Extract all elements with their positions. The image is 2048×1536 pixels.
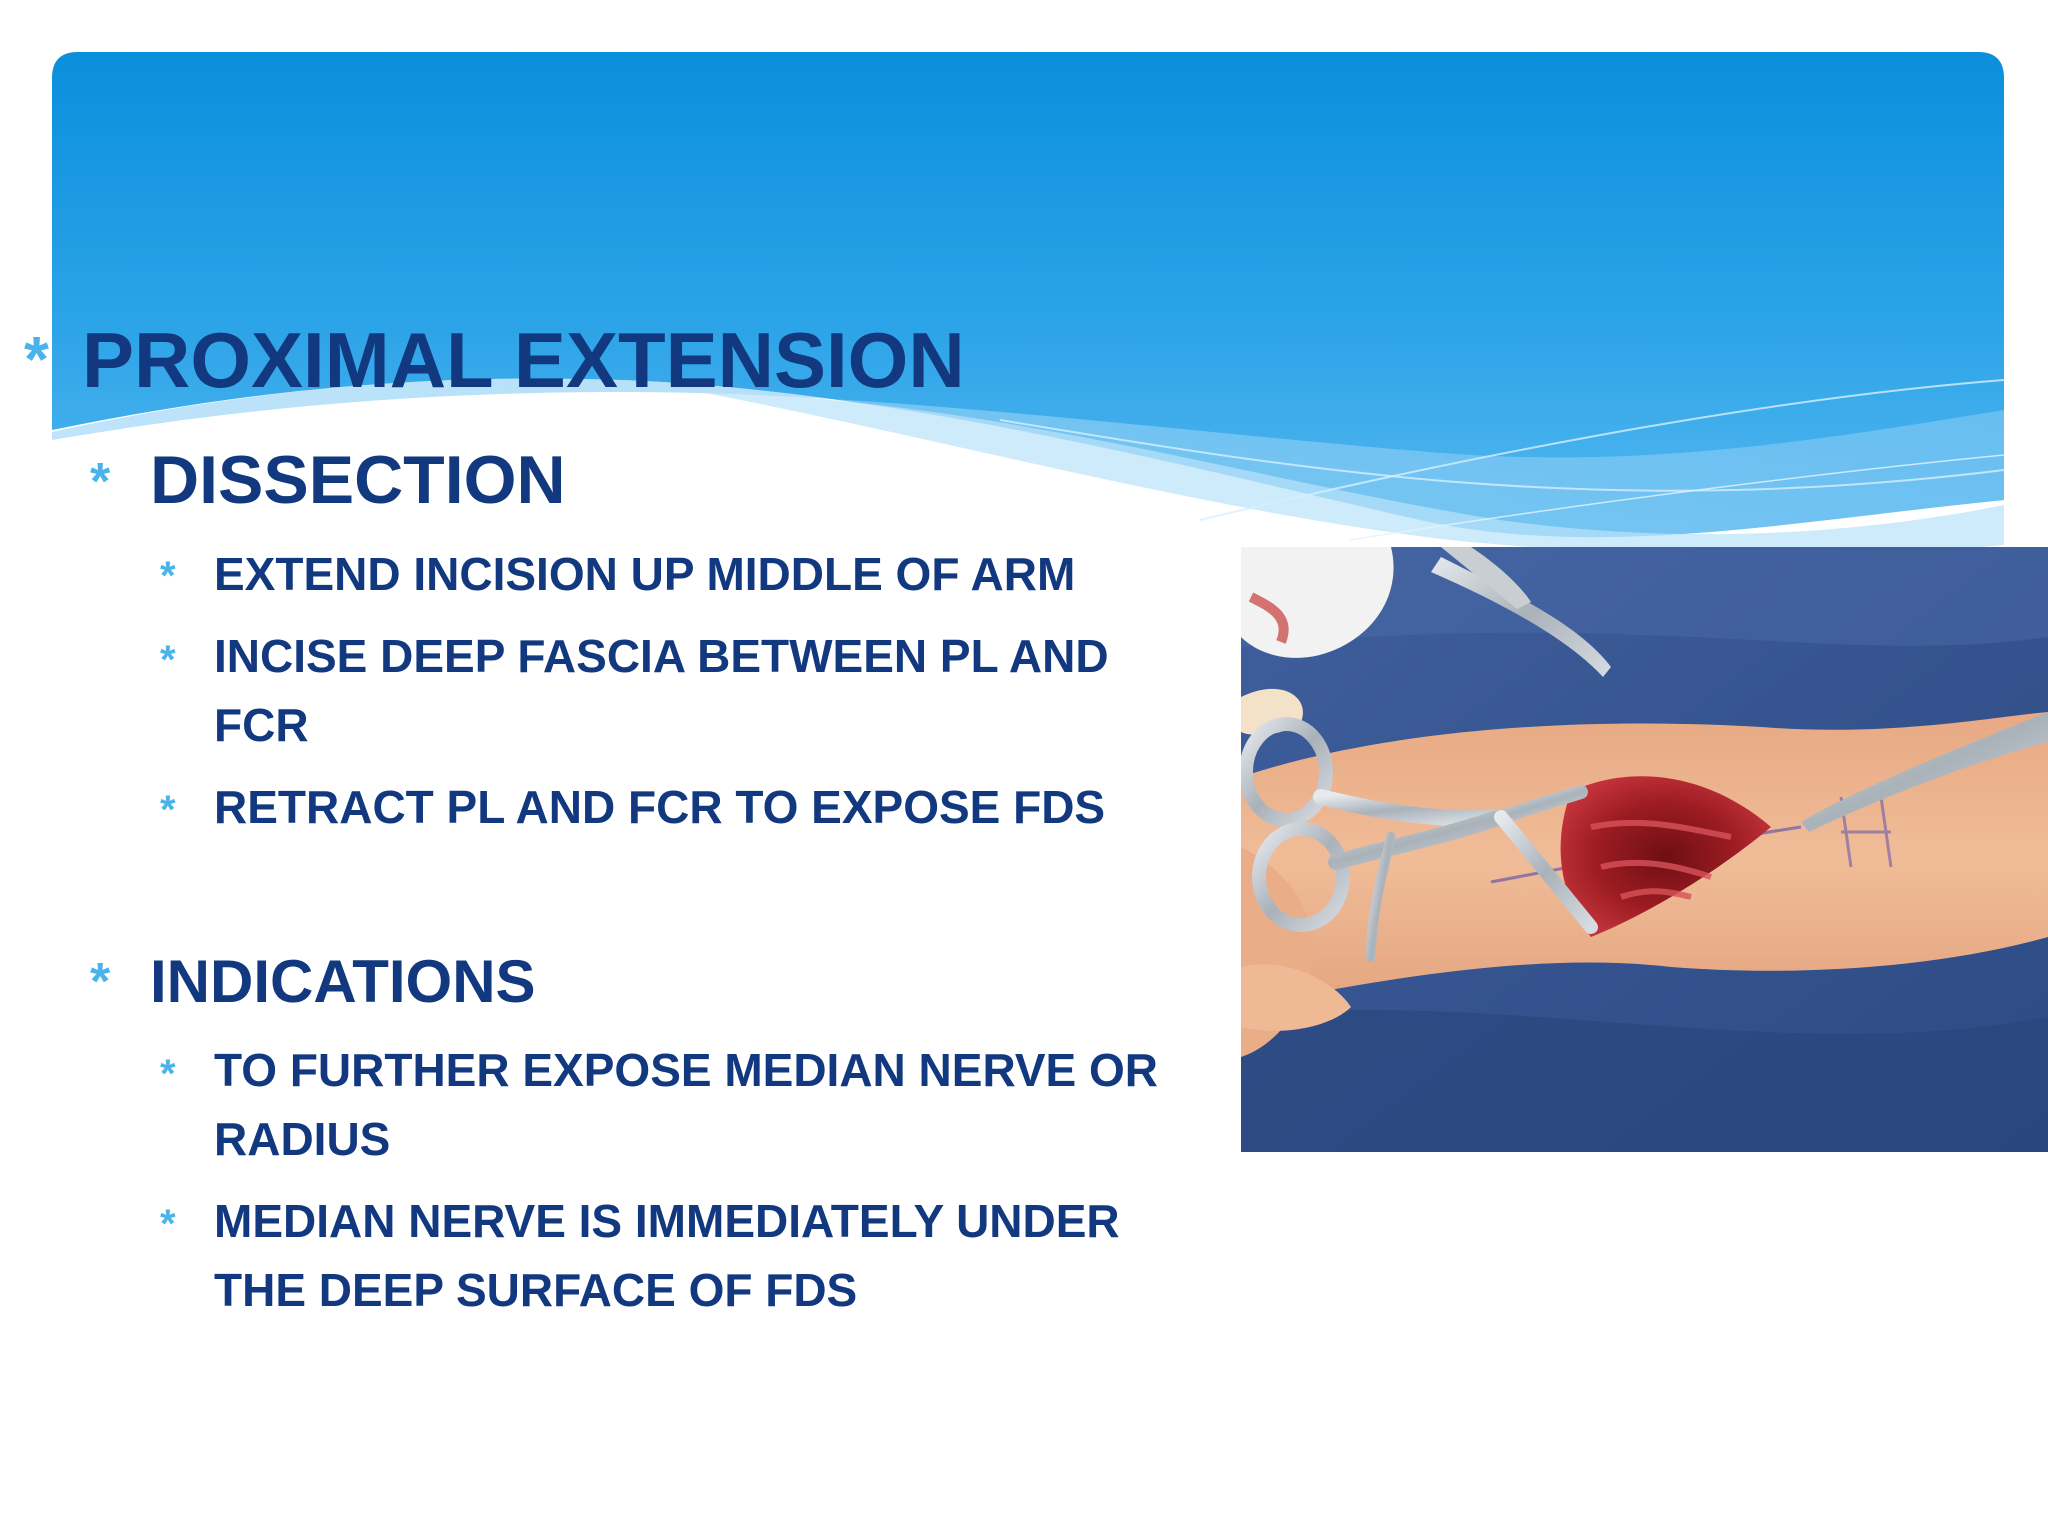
title-bullet-icon: *	[24, 323, 49, 395]
item-bullet-icon: *	[160, 638, 176, 682]
item-bullet-icon: *	[160, 1202, 176, 1246]
item-bullet-icon: *	[160, 554, 176, 598]
list-item: INCISE DEEP FASCIA BETWEEN PL AND FCR	[214, 630, 1109, 751]
item-bullet-icon: *	[160, 1052, 176, 1096]
list-item: EXTEND INCISION UP MIDDLE OF ARM	[214, 548, 1076, 600]
section-bullet-icon: *	[90, 453, 111, 511]
list-item: RETRACT PL AND FCR TO EXPOSE FDS	[214, 781, 1106, 833]
section-bullet-icon: *	[90, 953, 111, 1011]
slide-title: PROXIMAL EXTENSION	[82, 316, 965, 404]
section-heading-indications: INDICATIONS	[150, 948, 536, 1015]
section-heading-dissection: DISSECTION	[150, 442, 566, 518]
list-item: MEDIAN NERVE IS IMMEDIATELY UNDER THE DEEP SURFACE OF FDS	[214, 1195, 1120, 1316]
list-item: TO FURTHER EXPOSE MEDIAN NERVE OR RADIUS	[214, 1044, 1158, 1165]
surgical-photo-forearm-incision	[1241, 547, 2048, 1152]
item-bullet-icon: *	[160, 788, 176, 832]
